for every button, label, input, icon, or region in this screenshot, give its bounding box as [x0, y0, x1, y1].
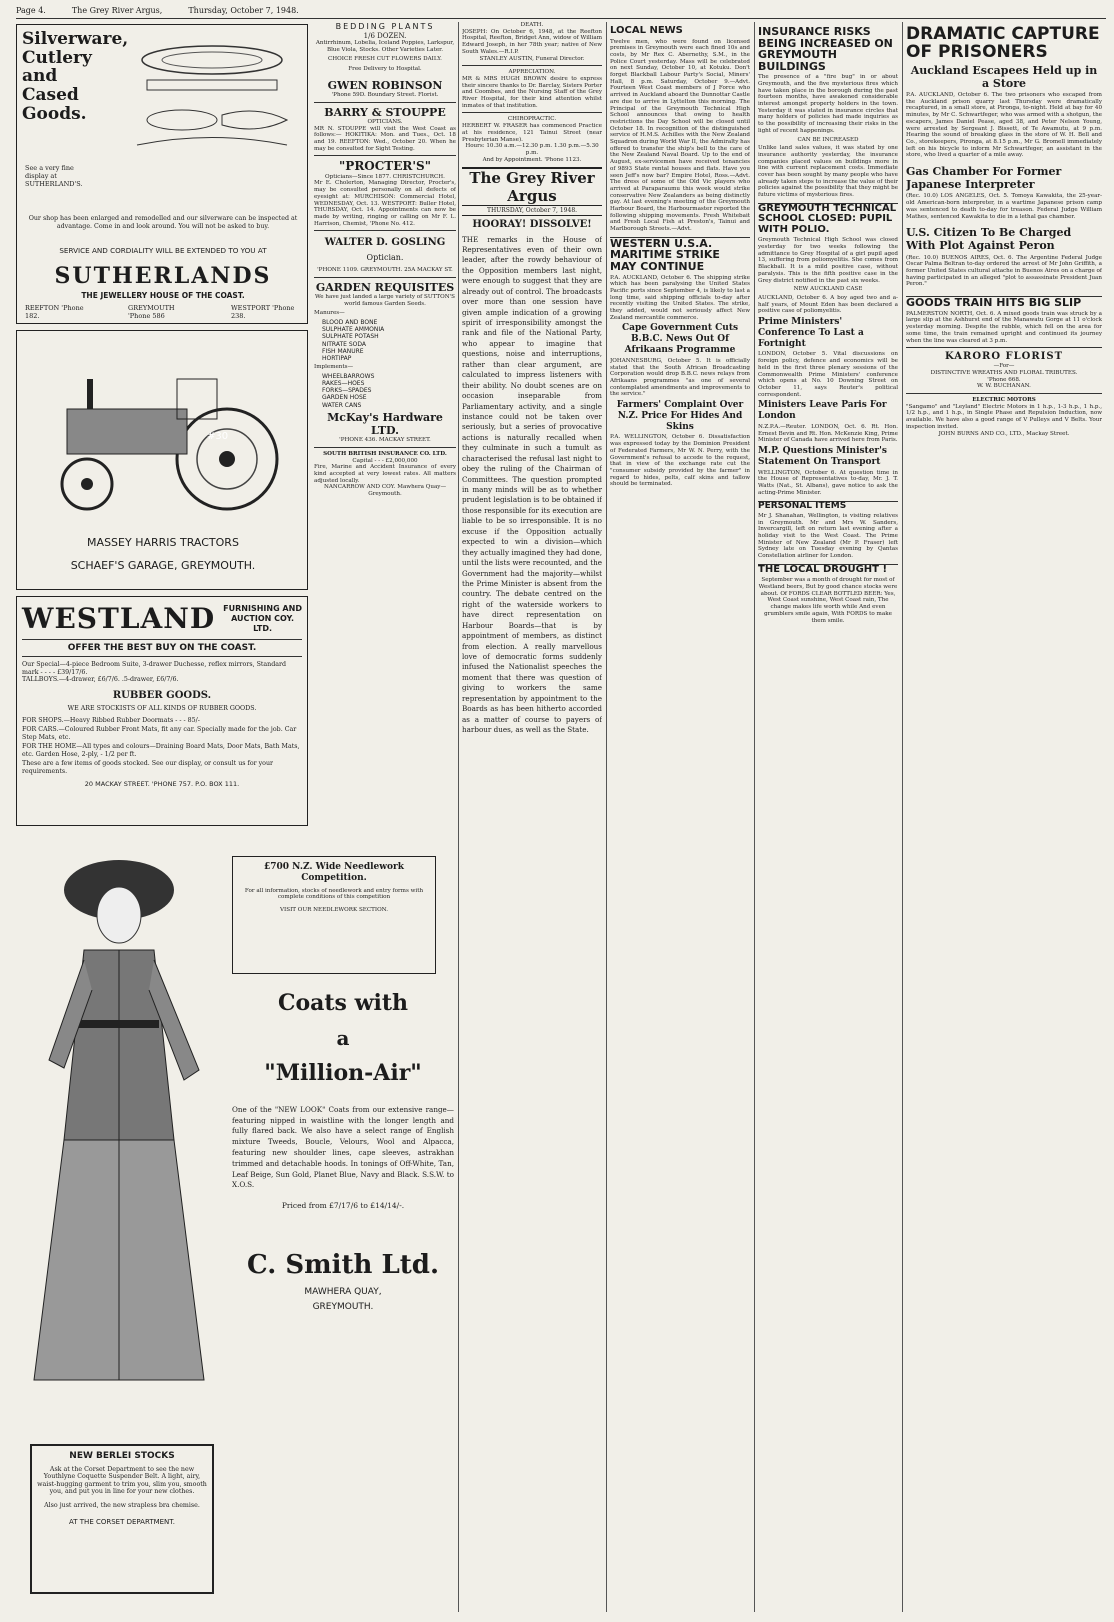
- berlei-dept: AT THE CORSET DEPARTMENT.: [69, 1517, 175, 1526]
- karoro-florist: KARORO FLORIST: [944, 351, 1064, 363]
- mckay-address: 'PHONE 436. MACKAY STREET.: [339, 437, 431, 444]
- appreciation-heading: APPRECIATION.: [508, 69, 556, 76]
- goods-train-heading: GOODS TRAIN HITS BIG SLIP: [906, 296, 1102, 309]
- ministers-text: N.Z.P.A.—Reuter. LONDON, Oct. 6. Rt. Hon. Ernest Bevin and Rt. Hon. McKenzie King, Prime Minister of Canada have arrived here from Paris.: [758, 423, 898, 444]
- westland-company: FURNISHING AND AUCTION COY. LTD.: [223, 604, 302, 633]
- list-item: SULPHATE POTASH: [322, 333, 379, 341]
- needlework-text: For all information, stocks of needlework and entry forms with complete conditions of this competition: [244, 887, 424, 901]
- auckland-escapees: Auckland Escapees Held up in a Store: [910, 63, 1098, 90]
- needlework-visit: VISIT OUR NEEDLEWORK SECTION.: [280, 907, 388, 913]
- editorial-title: HOORAY! DISSOLVE!: [472, 218, 592, 230]
- electric-motors: ELECTRIC MOTORS: [972, 397, 1036, 404]
- westland-offer: OFFER THE BEST BUY ON THE COAST.: [67, 642, 257, 653]
- coats-line2: a: [336, 1026, 350, 1051]
- westland-few: These are a few items of goods stocked. See our display, or consult us for your requirements.: [22, 760, 274, 775]
- ministers-heading: Ministers Leave Paris For London: [758, 400, 887, 422]
- berlei-text: Ask at the Corset Department to see the new Youthlyne Coquette Suspender Belt. A light, airy, waist-hugging garment to trim you, slim you, smooth you, and put you in line for your new clothes.: [37, 1465, 207, 1496]
- list-item: NITRATE SODA: [322, 340, 367, 348]
- procters: "PROCTER'S": [339, 159, 431, 174]
- death-notice: JOSEPH: On October 6, 1948, at the Reefton Hospital, Reefton, Bridget Ann, widow of William Edward Joseph, in her 78th year; native of New South Wales.—R.I.P.: [462, 28, 602, 55]
- sutherlands-ad: [16, 24, 308, 324]
- gwen-robinson: GWEN ROBINSON: [327, 78, 443, 92]
- needlework-ad: [232, 856, 436, 974]
- electric-motors-text: "Sangamo" and "Leyland" Electric Motors in 1 h.p., 1-3 h.p., 1 h.p., 1/2 h.p., and 1 h.p., in Single Phase and Repulsion Induction, now available. We have also a good range of V Pulleys and V Belts. Your inspection invited.: [906, 403, 1102, 430]
- prime-ministers-text: LONDON, October 5. Vital discussions on foreign policy, defence and economics will be held in the first three plenary sessions of the Commonwealth Prime Ministers' conference which opens at No. 10 Downing Street on October 11, says Reuter's political correspondent.: [758, 351, 898, 398]
- gwen-address: 'Phone 59D. Boundary Street. Florist.: [331, 91, 439, 98]
- chiropractic-hours: Hours: 10.30 a.m.—12.30 p.m. 1.30 p.m.—5.30 p.m.: [465, 143, 599, 156]
- list-item: WHEELBARROWS: [322, 372, 375, 380]
- mckay-hardware: McKay's Hardware LTD.: [327, 410, 443, 437]
- insurance-agents: NANCARROW AND COY. Mawhera Quay—Greymouth.: [323, 484, 447, 498]
- manures-list: [322, 319, 456, 362]
- us-citizen-text: (Rec. 10.0) BUENOS AIRES, Oct. 6. The Argentine Federal Judge Oscar Palma Beltran to-day ordered the arrest of Mr John Griffith, a former United States cultural attache in Buenos Aires on a charge of having participated in an alleged "plot to assassinate President Juan Peron.": [906, 254, 1102, 288]
- local-news-text: Twelve men, who were found on licensed premises in Greymouth were each fined 10s and costs, by Mr Rex C. Abernethy, S.M., in the Police Court yesterday. Mass will be celebrated on next Sunday, October 10, at Kotuku. Don't forget Blackball Labour Party's Social, Miners' Hall, 8 p.m. Saturday, October 9.—Advt. Fourteen West Coast members of J Force who arrived in Auckland aboard the Dunnottar Castle are due to arrive in Lyttelton this morning. The Principal of the Greymouth Technical High School announces that owing to health restrictions the Day School will be closed until October 18. In recognition of the distinguished service of H.M.S. Achilles with the New Zealand Squadron during World War II, the Admiralty has offered to transfer the ship's bell to the care of the New Zealand Naval Board. Up to the end of August, ex-servicemen have received tenancies of 9893 State rental houses and flats. Have you seen Jeff's now bar? Empire Hotel, Ross.—Advt. The dress of some of the Old Vic players who arrived at Paraparaumu this week would strike conservative New Zealanders as being distinctly gay. At last evening's meeting of the Greymouth Harbour Board, the Harbourmaster reported the following shipping movements. Fresh Whitebait and Fresh Local Fish at Preston's, Tainui and Marlborough Streets.—Advt.: [610, 38, 750, 233]
- list-item: FORKS—SPADES: [322, 387, 372, 395]
- berlei-title: NEW BERLEI STOCKS: [69, 1451, 175, 1461]
- mp-heading: M.P. Questions Minister's Statement On Transport: [758, 446, 887, 467]
- westland-cars: FOR CARS.—Coloured Rubber Front Mats, fit any car. Specially made for the job. Car Step Mats, etc.: [22, 726, 297, 741]
- column-rule: [606, 22, 607, 1612]
- list-item: SULPHATE AMMONIA: [322, 326, 385, 334]
- massey-harris-ad: [16, 330, 308, 590]
- tractor-illustration: [27, 339, 297, 519]
- insurance-text: Fire, Marine and Accident Insurance of every kind accepted at very lowest rates. All matters adjusted locally.: [314, 464, 456, 484]
- karoro-text: DISTINCTIVE WREATHS AND FLORAL TRIBUTES.: [930, 369, 1078, 376]
- branch-westport: WESTPORT 'Phone 238.: [231, 304, 295, 320]
- goods-train-text: PALMERSTON NORTH, Oct. 6. A mixed goods train was struck by a large slip at the Ashhurst end of the Manawatu Gorge at 11 o'clock yesterday morning. Despite the rubble, which fell on the area for some time, the train remained upright and continued its journey when the line was cleared at 3 p.m.: [906, 310, 1102, 344]
- implements-list: [322, 373, 456, 409]
- page-date: Thursday, October 7, 1948.: [188, 6, 299, 15]
- smith-address: MAWHERA QUAY,: [304, 1287, 382, 1298]
- column-5: [758, 22, 898, 1612]
- branch-reefton: REEFTON 'Phone 182.: [25, 304, 84, 320]
- column-rule: [458, 22, 459, 1612]
- dramatic-heading: DRAMATIC CAPTURE OF PRISONERS: [906, 24, 1100, 62]
- editorial-text: THE remarks in the House of Representatives even of their own leader, after the rowdy behaviour of the Opposition members last night, were enough to suggest that they are already out of control. The broadcasts over more than one session have given ample indication of a growing spirit of irresponsibility amongst the rank and file of the National Party, who appear to imagine that questions, noise and interruptions, rather than clear argument, are calculated to impress listeners with their ability. No doubt scenes are on occasion inseparable from Parliamentary activity, and a single instance could not be taken over seriously, but a series of provocative actions is naturally recalled when they culminate in such a tumult as characterised the refusal last night to obey the ruling of the Chairman of Committees. The question prompted in many minds will be as to whether prudent legislation is to be obtained if those responsible for its execution are liable to be so irresponsible. It is no excuse if the Opposition actually expected to win a division—which they actually imagined they had done, until the lists were recounted, and the Government had the majority—whilst the Prime Minister is absent from the country. The debate centred on the right of the waterside workers to have direct representation on Harbour Boards—that is by appointment of members, as distinct from election. A really marvellous love of democratic forms suddenly infused the Nationalist speeches the moment that there was question of giving to workers the same representation by appointment to the Boards as has been hitherto accorded as a matter of course to payers of harbour dues, as well as the State.: [462, 234, 602, 735]
- auckland-case-heading: NEW AUCKLAND CASE: [793, 286, 863, 293]
- bedding-title: BEDDING PLANTS: [335, 22, 435, 31]
- procters-sub: Opticians—Since 1877. CHRISTCHURCH.: [325, 173, 445, 180]
- us-citizen-heading: U.S. Citizen To Be Charged With Plot Against Peron: [906, 226, 1072, 253]
- gas-chamber-text: (Rec. 10.0) LOS ANGELES, Oct. 5. Tomoya Kawakita, the 25-year-old American-born interpreter, in a wartime Japanese prison camp was sentenced to death to-day for treason. Federal Judge William Mathes, sentenced Kawakita to die in a lethal gas chamber.: [906, 193, 1102, 220]
- list-item: FISH MANURE: [322, 347, 364, 355]
- westland-special: Our Special—4-piece Bedroom Suite, 3-drawer Duchesse, reflex mirrors, Standard mark - - - - £39/17/6.: [22, 661, 287, 676]
- walter-gosling: WALTER D. GOSLING: [324, 237, 446, 249]
- walter-optician: Optician.: [366, 253, 404, 263]
- local-news-heading: LOCAL NEWS: [610, 25, 683, 36]
- sutherlands-branches: [25, 305, 301, 321]
- sutherlands-display: See a very fine display at SUTHERLAND'S.: [25, 164, 83, 188]
- personal-text: Mr J. Shanahan, Wellington, is visiting relatives in Greymouth. Mr and Mrs W. Sanders, Invercargill, left on return last evening after a holiday visit to the West Coast. The Prime Minister of New Zealand (Mr P. Fraser) left Sydney late on Tuesday evening by Qantas Constellation airliner for London.: [758, 512, 898, 560]
- insurance-company: SOUTH BRITISH INSURANCE CO. LTD.: [323, 450, 447, 457]
- dramatic-text: P.A. AUCKLAND, October 6. The two prisoners who escaped from the Auckland prison quarry last Thursday were dramatically recaptured, in a small store, at Pironga, to-night. Held at bay for 40 minutes, by Mr C. Schwartfeger, who was armed with a shotgun, the escapers, James Daniel Pease, aged 38, and Peter Nelson Young, were arrested by Sergeant J. Bissett, of Te Awamutu, at 9 p.m. Hearing the sound of breaking glass in the store of W. H. Bell and Co., storekeepers, Pironga, at 8.15 p.m., Mr G. Bromell immediately left on his bicycle to inform Mr Schwartfeger, an assistant in the store, who lived a quarter of a mile away.: [906, 92, 1102, 159]
- insurance-capital: Capital - - - £2,000,000: [352, 457, 418, 464]
- fashion-illustration: [24, 840, 214, 1400]
- westland-tallboys: TALLBOYS.—4-drawer, £6/7/6. .5-drawer, £6/7/6.: [22, 676, 179, 684]
- farmers-heading: Farmers' Complaint Over N.Z. Price For Hides And Skins: [616, 400, 744, 432]
- sutherlands-service: SERVICE AND CORDIALITY WILL BE EXTENDED TO YOU AT: [59, 246, 267, 255]
- can-be-increased: CAN BE INCREASED: [797, 136, 859, 143]
- list-item: WATER CANS: [322, 401, 362, 409]
- technical-school-heading: GREYMOUTH TECHNICAL SCHOOL CLOSED: PUPIL WITH POLIO.: [758, 202, 897, 235]
- barry-opticians: OPTICIANS.: [367, 118, 403, 125]
- list-item: BLOOD AND BONE: [322, 319, 378, 326]
- appreciation-text: MR & MRS HUGH BROWN desire to express their sincere thanks to Dr. Barclay, Sisters Porter and Coombes, and the Nursing Staff of the Grey River Hospital, for their kind attention whilst inmates of that institution.: [462, 75, 602, 109]
- list-item: GARDEN HOSE: [322, 394, 367, 402]
- garden-text: We have just landed a large variety of SUTTON'S world famous Garden Seeds.: [315, 293, 455, 307]
- berlei-also: Also just arrived, the new strapless bra chemise.: [44, 1501, 200, 1509]
- mp-text: WELLINGTON, October 6. At question time in the House of Representatives to-day, Mr. J. T. Watts (Nat., St. Albans), gave notice to ask the acting-Prime Minister.: [758, 469, 898, 496]
- farmers-text: P.A. WELLINGTON, October 6. Dissatisfaction was expressed today by the Dominion President of Federated Farmers, Mr W. N. Perry, with the Government's refusal to accede to the request, that in view of the exchange rate cut the "consumer subsidy provided by the farmer" in regard to hides, pelts, calf skins and tallow should be terminated.: [610, 434, 750, 488]
- drought-heading: THE LOCAL DROUGHT !: [758, 564, 898, 576]
- coats-line1: Coats with: [277, 990, 409, 1016]
- page-number: Page 4.: [16, 6, 46, 15]
- berlei-ad: [30, 1444, 214, 1594]
- bedding-cut: CHOICE FRESH CUT FLOWERS DAILY.: [328, 56, 442, 63]
- masthead: The Grey River Argus: [462, 167, 602, 206]
- strike-text: P.A. AUCKLAND, October 6. The shipping strike which has been paralysing the United States Pacific ports since September 4, is likely to last a long time, said shipping officials to-day after recently visiting the United States. The strike, they added, would not seriously affect New Zealand mercantile commerce.: [610, 274, 750, 321]
- sutherlands-name: SUTHERLANDS: [54, 263, 272, 289]
- insurance-heading: INSURANCE RISKS BEING INCREASED ON GREYMOUTH BUILDINGS: [758, 25, 893, 73]
- column-2: [314, 22, 456, 842]
- john-burns: JOHN BURNS AND CO., LTD., Mackay Street.: [938, 430, 1070, 437]
- list-item: RAKES—HOES: [322, 380, 365, 388]
- massey-line2: SCHAEF'S GARAGE, GREYMOUTH.: [70, 559, 256, 572]
- coats-text: One of the "NEW LOOK" Coats from our extensive range—featuring nipped in waistline with the longer length and fully flared back. We also have a select range of English mixture Tweeds, Boucle, Velours, Wool and Alpacca, featuring new shoulder lines, cape sleeves, astrakhan trimmed and detachable hoods. In tonings of Off-White, Tan, Leaf Beige, Sun Gold, Planet Blue, Navy and Black. S.S.W. to X.O.S.: [232, 1104, 454, 1190]
- masthead-date: THURSDAY, October 7, 1948.: [462, 207, 602, 215]
- smith-town: GREYMOUTH.: [312, 1302, 374, 1313]
- chiropractic-text: HERBERT W. FRASER has commenced Practice at his residence, 121 Tainui Street (near Presbyterian Manse).: [462, 123, 602, 143]
- death-heading: DEATH.: [520, 22, 544, 28]
- svg-text:#30: #30: [207, 431, 229, 442]
- karoro-phone: 'Phone 668.: [987, 376, 1021, 383]
- strike-heading: WESTERN U.S.A. MARITIME STRIKE MAY CONTINUE: [610, 237, 750, 273]
- chiropractic-heading: CHIROPRACTIC.: [507, 116, 557, 123]
- sutherlands-shop-text: Our shop has been enlarged and remodelled and our silverware can be inspected at advantage. Come in and look around. You will not be asked to buy.: [28, 215, 298, 230]
- technical-school-text: Greymouth Technical High School was closed yesterday for two weeks following the admittance to Grey Hospital of a girl pupil aged 13, suffering from poliomyelitis. She comes from Blackball. It is a mild positive case, without paralysis. This is the fifth positive case in the Grey district notified in the past six weeks.: [758, 237, 898, 284]
- column-4: [610, 22, 750, 1612]
- garden-title: GARDEN REQUISITES: [315, 280, 455, 294]
- paper-name: The Grey River Argus,: [71, 6, 163, 15]
- barry-text: MR N. STOUPPE will visit the West Coast as follows:— HOKITIKA: Mon. and Tues., Oct. 18 and 19. REEFTON: Wed., October 20. When he may be consulted for Sight Testing.: [314, 125, 456, 152]
- personal-heading: PERSONAL ITEMS: [758, 501, 898, 511]
- can-be-increased-text: Unlike land sales values, it was stated by one insurance authority yesterday, the insurance companies placed values on buildings more in line with current replacement costs. Immediate cover has been sought by many people who have already taken steps to increase the value of their policies against the possibility that they might be future victims of mysterious fires.: [758, 145, 898, 199]
- karoro-name: W. W. BUCHANAN.: [977, 383, 1031, 390]
- column-6: [906, 22, 1102, 1612]
- westland-rubber: RUBBER GOODS.: [112, 690, 212, 702]
- westland-shops: FOR SHOPS.—Heavy Ribbed Rubber Doormats - - - 85/-: [22, 716, 200, 724]
- barry-stouppe: BARRY & STOUPPE: [324, 105, 446, 119]
- westland-ad: [16, 596, 308, 826]
- undertaker: STANLEY AUSTIN, Funeral Director.: [479, 55, 585, 62]
- westland-name: WESTLAND: [22, 602, 216, 635]
- prime-ministers-heading: Prime Ministers' Conference To Last a Fortnight: [758, 317, 864, 349]
- list-item: HORTIPAP: [322, 354, 352, 362]
- bedding-free: Free Delivery to Hospital.: [348, 66, 422, 73]
- column-3: [462, 22, 602, 1612]
- smith-name: C. Smith Ltd.: [247, 1250, 439, 1281]
- silverware-illustration: [127, 35, 297, 155]
- auckland-case-text: AUCKLAND, October 6. A boy aged two and a-half years, of Mount Eden has been declared a positive case of poliomyelitis.: [758, 294, 898, 315]
- drought-text: September was a month of drought for most of Westland beers, But by good chance stocks were about. Of FORDS CLEAR BOTTLED BEER: Yes, West Coast sunshine, West Coast rain, The change makes life worth while And even grumblers smile again, With FORDS to make them smile.: [758, 577, 898, 624]
- gas-chamber-heading: Gas Chamber For Former Japanese Interpreter: [906, 165, 1062, 192]
- sutherlands-tagline: THE JEWELLERY HOUSE OF THE COAST.: [81, 291, 245, 300]
- procters-text: Mr E. Cholerton, Managing Director, Procter's, may be consulted personally on all defects of eyesight at: MURCHISON: Commercial Hotel, WEDNESDAY, Oct. 13. WESTPORT: Buller Hotel, THURSDAY, Oct. 14. Appointments can now be made by writing, ringing or calling on Mr F. L. Harrison, Chemist, 'Phone No. 412.: [314, 180, 456, 227]
- page-header: [16, 6, 1106, 19]
- bedding-price: 1/6 DOZEN.: [363, 31, 407, 40]
- insurance-story: The presence of a "fire bug" in or about Greymouth, and the five mysterious fires which have taken place in the borough during the past fourteen months, have awakened considerable interest amongst property holders in the town. Yesterday it was stated in insurance circles that many holders of policies had made inquiries as to the possibility of increasing their risks in the light of recent happenings.: [758, 74, 898, 134]
- implements-heading: Implements—: [314, 364, 354, 371]
- westland-home: FOR THE HOME—All types and colours—Draining Board Mats, Door Mats, Bath Mats, etc. Garden Hose, 2-ply, - 1/2 per ft.: [22, 743, 300, 758]
- coats-price: Priced from £7/17/6 to £14/14/-.: [281, 1201, 405, 1211]
- cape-heading: Cape Government Cuts B.B.C. News Out Of Afrikaans Programme: [621, 323, 739, 356]
- sutherlands-title: Silverware, Cutlery and Cased Goods.: [22, 29, 129, 124]
- chiropractic-appointment: And by Appointment. 'Phone 1123.: [482, 156, 582, 163]
- column-rule: [902, 22, 903, 1612]
- karoro-for: —For—: [993, 363, 1015, 370]
- westland-stockists: WE ARE STOCKISTS OF ALL KINDS OF RUBBER GOODS.: [67, 705, 257, 713]
- bedding-plants: Antirrhinum, Lobelia, Iceland Poppies, Larkspur, Blue Viola, Stocks. Other Varieties Later.: [315, 39, 455, 53]
- coats-line3: "Million-Air": [264, 1060, 422, 1087]
- walter-address: 'PHONE 1109. GREYMOUTH. 25A MACKAY ST.: [317, 267, 453, 273]
- branch-greymouth: GREYMOUTH 'Phone 586: [128, 304, 175, 320]
- westland-address: 20 MACKAY STREET. 'PHONE 757. P.O. BOX 111.: [84, 780, 240, 789]
- column-rule: [754, 22, 755, 1612]
- massey-line1: MASSEY HARRIS TRACTORS: [87, 536, 239, 549]
- cape-text: JOHANNESBURG, October 5. It is officially stated that the South African Broadcasting Corporation would drop B.B.C. news relays from Afrikaans programmes "as one of several contemplated amendments and improvements to the service.": [610, 357, 750, 398]
- manures-heading: Manures—: [314, 310, 345, 317]
- needlework-title: £700 N.Z. Wide Needlework Competition.: [263, 862, 404, 883]
- coats-ad: [232, 990, 454, 1610]
